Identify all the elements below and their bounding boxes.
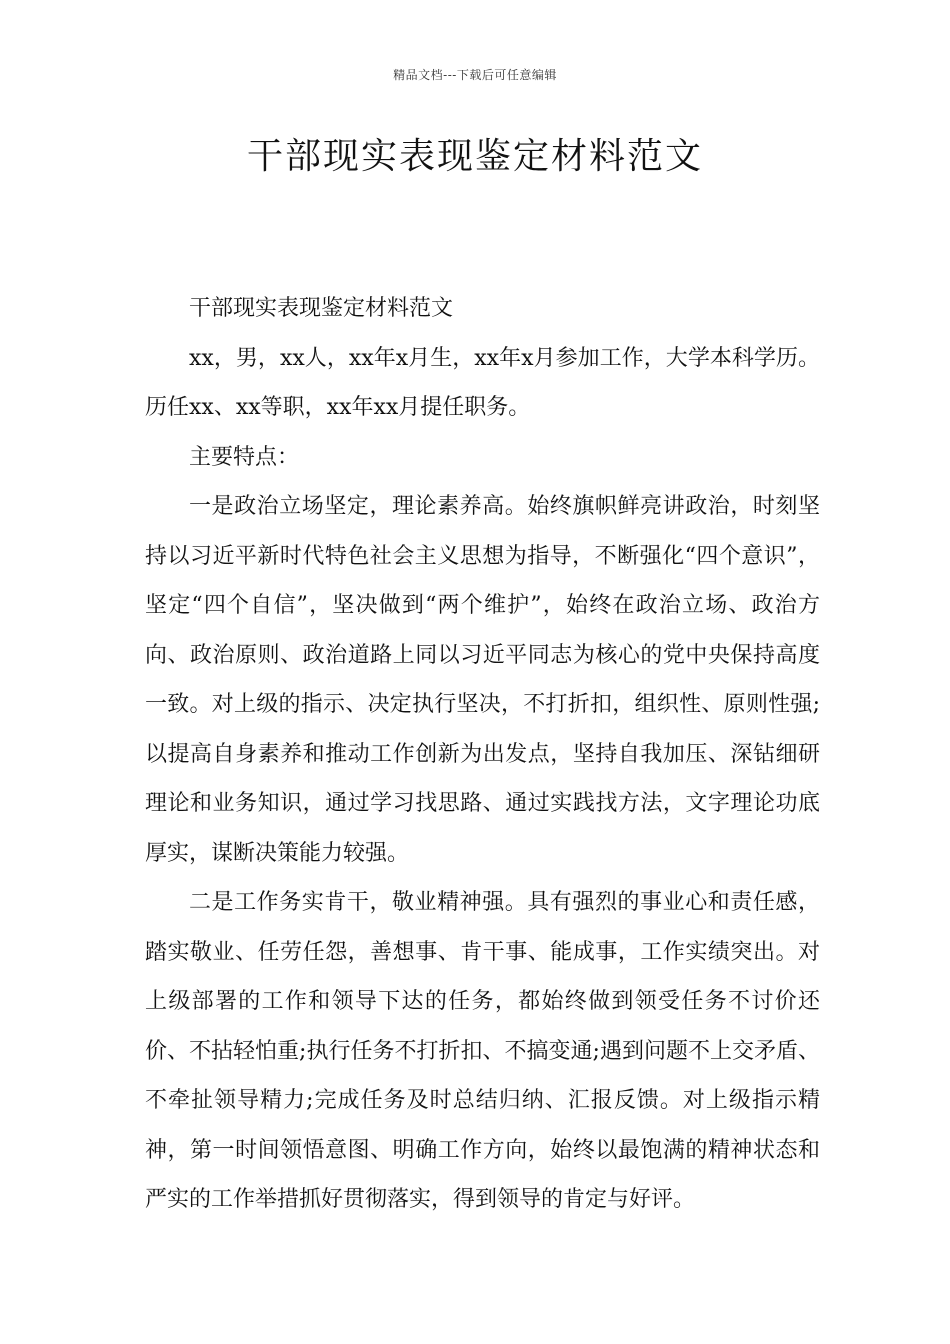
paragraph-point-one: 一是政治立场坚定，理论素养高。始终旗帜鲜亮讲政治，时刻坚持以习近平新时代特色社会主义思想为指导，不断强化“四个意识”，坚定“四个自信”，坚决做到“两个维护”，始终在政治立场、政治方向、政治原则、政治道路上同以习近平同志为核心的党中央保持高度一致。对上级的指示、决定执行坚决，不打折扣，组织性、原则性强;以提高自身素养和推动工作创新为出发点，坚持自我加压、深钻细研理论和业务知识，通过学习找思路、通过实践找方法，文字理论功底厚实，谋断决策能力较强。 <box>145 494 820 866</box>
document-body <box>145 284 820 1225</box>
paragraph-profile: xx，男，xx人，xx年x月生，xx年x月参加工作，大学本科学历。历任xx、xx等职，xx年xx月提任职务。 <box>145 345 820 420</box>
paragraph-features-heading: 主要特点： <box>189 444 300 470</box>
paragraph-subtitle: 干部现实表现鉴定材料范文 <box>189 296 454 321</box>
document-title: 干部现实表现鉴定材料范文 <box>246 136 703 177</box>
paragraph-point-two: 二是工作务实肯干，敬业精神强。具有强烈的事业心和责任感，踏实敬业、任劳任怨，善想事、肯干事、能成事，工作实绩突出。对上级部署的工作和领导下达的任务，都始终做到领受任务不讨价还价、不拈轻怕重;执行任务不打折扣、不搞变通;遇到问题不上交矛盾、不牵扯领导精力;完成任务及时总结归纳、汇报反馈。对上级指示精神，第一时间领悟意图、明确工作方向，始终以最饱满的精神状态和严实的工作举措抓好贯彻落实，得到领导的肯定与好评。 <box>145 890 820 1212</box>
header-note: 精品文档---下载后可任意编辑 <box>393 68 557 82</box>
